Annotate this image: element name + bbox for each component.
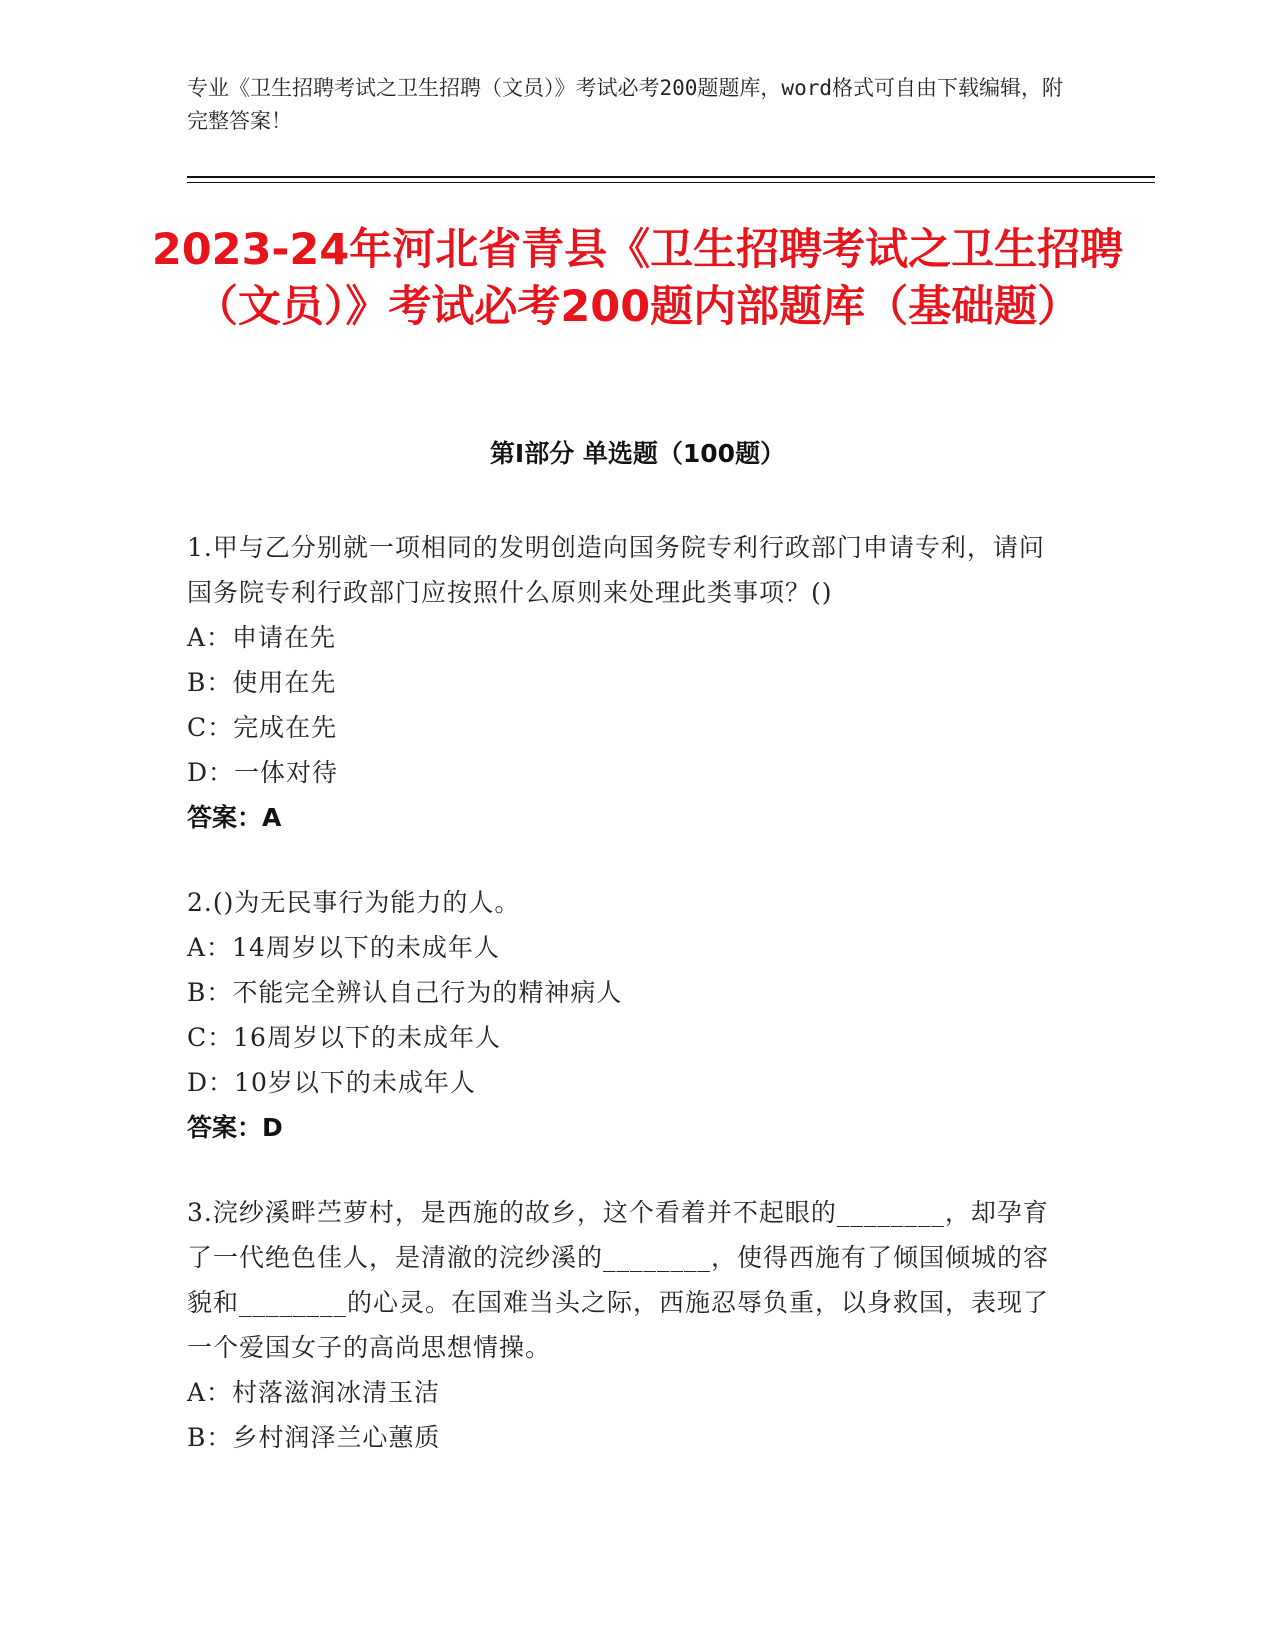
option-b: B：使用在先	[187, 668, 337, 697]
header-note: 专业《卫生招聘考试之卫生招聘（文员）》考试必考200题题库，word格式可自由下载编辑，附完整答案！	[187, 76, 1063, 133]
question-2	[187, 880, 1067, 1150]
header-divider-thick	[187, 176, 1155, 178]
question-text: 1.甲与乙分别就一项相同的发明创造向国务院专利行政部门申请专利，请问国务院专利行政部门应按照什么原则来处理此类事项？()	[187, 533, 1045, 607]
option-a: A：申请在先	[187, 623, 337, 652]
option-a: A：14周岁以下的未成年人	[187, 933, 500, 962]
question-list	[187, 525, 1067, 1500]
question-3	[187, 1190, 1067, 1460]
option-b: B：不能完全辨认自己行为的精神病人	[187, 978, 623, 1007]
section-heading: 第Ⅰ部分 单选题（100题）	[489, 439, 786, 468]
question-text: 2.()为无民事行为能力的人。	[187, 888, 521, 917]
option-c: C：完成在先	[187, 713, 338, 742]
option-a: A：村落滋润冰清玉洁	[187, 1378, 441, 1407]
option-b: B：乡村润泽兰心蕙质	[187, 1423, 441, 1452]
answer: 答案：A	[187, 803, 282, 832]
document-title: 2023-24年河北省青县《卫生招聘考试之卫生招聘（文员）》考试必考200题内部题库（基础题）	[151, 225, 1124, 332]
question-text: 3.浣纱溪畔苎萝村，是西施的故乡，这个看着并不起眼的________，却孕育了一代绝色佳人，是清澈的浣纱溪的________，使得西施有了倾国倾城的容貌和________的心灵。在国难当头之际，西施忍辱负重，以身救国，表现了一个爱国女子的高尚思想情操。	[187, 1198, 1050, 1362]
answer: 答案：D	[187, 1113, 283, 1142]
option-d: D：10岁以下的未成年人	[187, 1068, 476, 1097]
question-1	[187, 525, 1067, 840]
option-c: C：16周岁以下的未成年人	[187, 1023, 501, 1052]
header-divider-thin	[187, 182, 1155, 183]
option-d: D：一体对待	[187, 758, 339, 787]
